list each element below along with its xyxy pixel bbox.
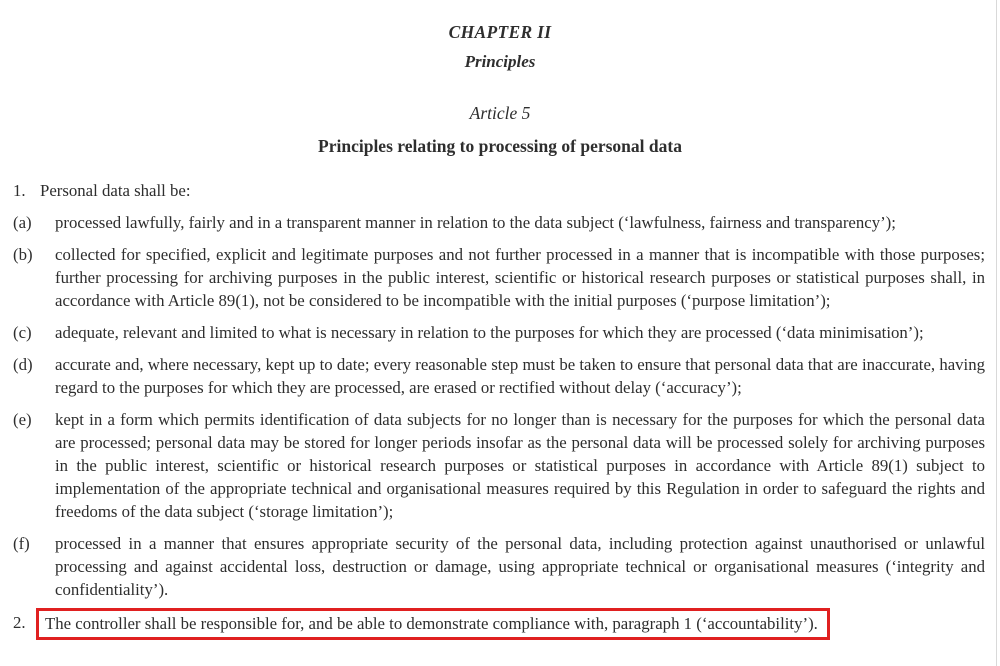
chapter-heading: CHAPTER II: [448, 22, 552, 42]
point-c-text: adequate, relevant and limited to what is necessary in relation to the purposes for which they are processed (‘data minimisation’);: [55, 323, 924, 342]
point-e-marker: (e): [13, 410, 32, 429]
point-f-marker: (f): [13, 534, 30, 553]
highlight-box: [36, 608, 830, 640]
paragraph-2-marker: 2.: [13, 613, 26, 632]
article-heading: Article 5: [469, 103, 531, 123]
point-a: [13, 211, 985, 234]
point-e: [13, 408, 985, 523]
point-b-marker: (b): [13, 245, 33, 264]
page-edge-line: [996, 0, 997, 666]
paragraph-1-text: Personal data shall be:: [40, 181, 191, 200]
document-header: [0, 0, 1000, 157]
paragraph-2-text: The controller shall be responsible for, and be able to demonstrate compliance with, paragraph 1 (‘accountability’).: [45, 614, 818, 633]
paragraph-1-marker: 1.: [13, 181, 26, 200]
point-a-text: processed lawfully, fairly and in a transparent manner in relation to the data subject (‘lawfulness, fairness and transparency’);: [55, 213, 896, 232]
point-b-text: collected for specified, explicit and legitimate purposes and not further processed in a manner that is incompatible with those purposes; further processing for archiving purposes in the public interest, scientific or historical research purposes or statistical purposes shall, in accordance with Article 89(1), not be considered to be incompatible with the initial purposes (‘purpose limitation’);: [55, 245, 985, 310]
point-d: [13, 353, 985, 399]
point-a-marker: (a): [13, 213, 32, 232]
article-title: Principles relating to processing of personal data: [318, 136, 682, 156]
paragraph-1: [13, 179, 985, 202]
point-b: [13, 243, 985, 312]
paragraph-2: [13, 608, 985, 640]
document-body: [0, 157, 1000, 640]
point-d-text: accurate and, where necessary, kept up to date; every reasonable step must be taken to ensure that personal data that are inaccurate, having regard to the purposes for which they are processed, are erased or rectified without delay (‘accuracy’);: [55, 355, 985, 397]
point-f-text: processed in a manner that ensures appropriate security of the personal data, including protection against unauthorised or unlawful processing and against accidental loss, destruction or damage, using appropriate technical or organisational measures (‘integrity and confidentiality’).: [55, 534, 985, 599]
chapter-title: Principles: [464, 52, 536, 71]
point-c-marker: (c): [13, 323, 32, 342]
point-e-text: kept in a form which permits identification of data subjects for no longer than is necessary for the purposes for which the personal data are processed; personal data may be stored for longer periods insofar as the personal data will be processed solely for archiving purposes in the public interest, scientific or historical research purposes or statistical purposes in accordance with Article 89(1) subject to implementation of the appropriate technical and organisational measures required by this Regulation in order to safeguard the rights and freedoms of the data subject (‘storage limitation’);: [55, 410, 985, 521]
point-f: [13, 532, 985, 601]
point-d-marker: (d): [13, 355, 33, 374]
point-c: [13, 321, 985, 344]
